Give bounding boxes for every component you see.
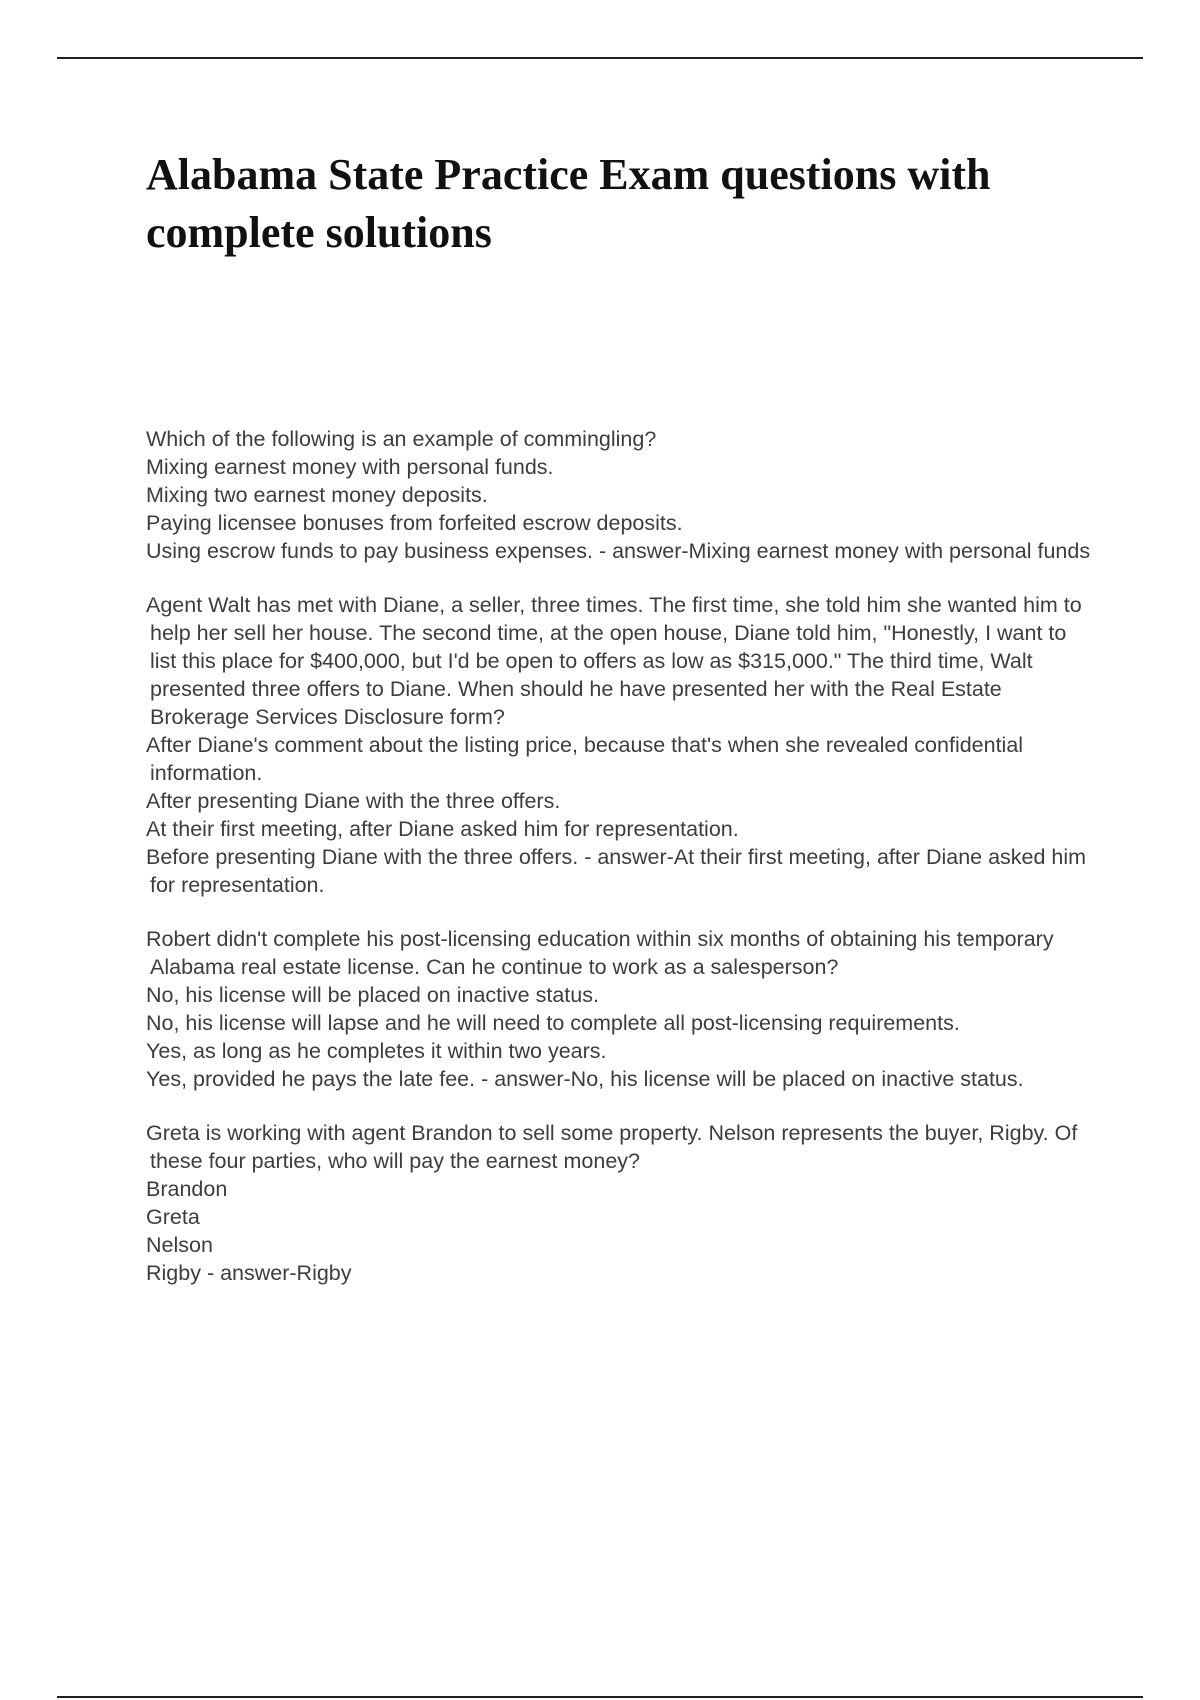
answer-option-with-solution: Yes, provided he pays the late fee. - answer-No, his license will be placed on inactive status. <box>146 1067 1024 1091</box>
answer-option-with-solution: Rigby - answer-Rigby <box>146 1261 352 1285</box>
answer-option: Yes, as long as he completes it within two years. <box>146 1039 607 1063</box>
document-title: Alabama State Practice Exam questions with complete solutions <box>146 150 991 257</box>
answer-option: After presenting Diane with the three offers. <box>146 789 561 813</box>
question-text: Agent Walt has met with Diane, a seller, three times. The first time, she told him she wanted him to help her sell her house. The second time, at the open house, Diane told him, "Honestly, I want to list this place for $400,000, but I'd be open to offers as low as $315,000." The third time, Walt presented three offers to Diane. When should he have presented her with the Real Estate Brokerage Services Disclosure form? <box>146 593 1082 729</box>
question-text: Greta is working with agent Brandon to sell some property. Nelson represents the buyer, Rigby. Of these four parties, who will pay the earnest money? <box>146 1121 1078 1173</box>
answer-option: Nelson <box>146 1233 213 1257</box>
question-text: Robert didn't complete his post-licensing education within six months of obtaining his temporary Alabama real estate license. Can he continue to work as a salesperson? <box>146 927 1054 979</box>
answer-option-with-solution: Using escrow funds to pay business expenses. - answer-Mixing earnest money with personal funds <box>146 539 1091 563</box>
answer-option: Mixing two earnest money deposits. <box>146 483 488 507</box>
question-block-1 <box>146 425 1096 565</box>
answer-option: At their first meeting, after Diane asked him for representation. <box>146 817 739 841</box>
question-block-4 <box>146 1119 1096 1287</box>
answer-option: Mixing earnest money with personal funds. <box>146 455 554 479</box>
question-block-3 <box>146 925 1096 1093</box>
top-rule <box>57 57 1143 59</box>
question-text: Which of the following is an example of commingling? <box>146 427 657 451</box>
answer-option: After Diane's comment about the listing price, because that's when she revealed confidential information. <box>146 733 1024 785</box>
answer-option: No, his license will be placed on inactive status. <box>146 983 599 1007</box>
question-block-2 <box>146 591 1096 899</box>
answer-option: Brandon <box>146 1177 228 1201</box>
answer-option-with-solution: Before presenting Diane with the three offers. - answer-At their first meeting, after Diane asked him for representation. <box>146 845 1087 897</box>
answer-option: Greta <box>146 1205 200 1229</box>
answer-option: No, his license will lapse and he will need to complete all post-licensing requirements. <box>146 1011 960 1035</box>
document-body <box>146 425 1096 1313</box>
answer-option: Paying licensee bonuses from forfeited escrow deposits. <box>146 511 683 535</box>
bottom-rule <box>57 1696 1143 1698</box>
